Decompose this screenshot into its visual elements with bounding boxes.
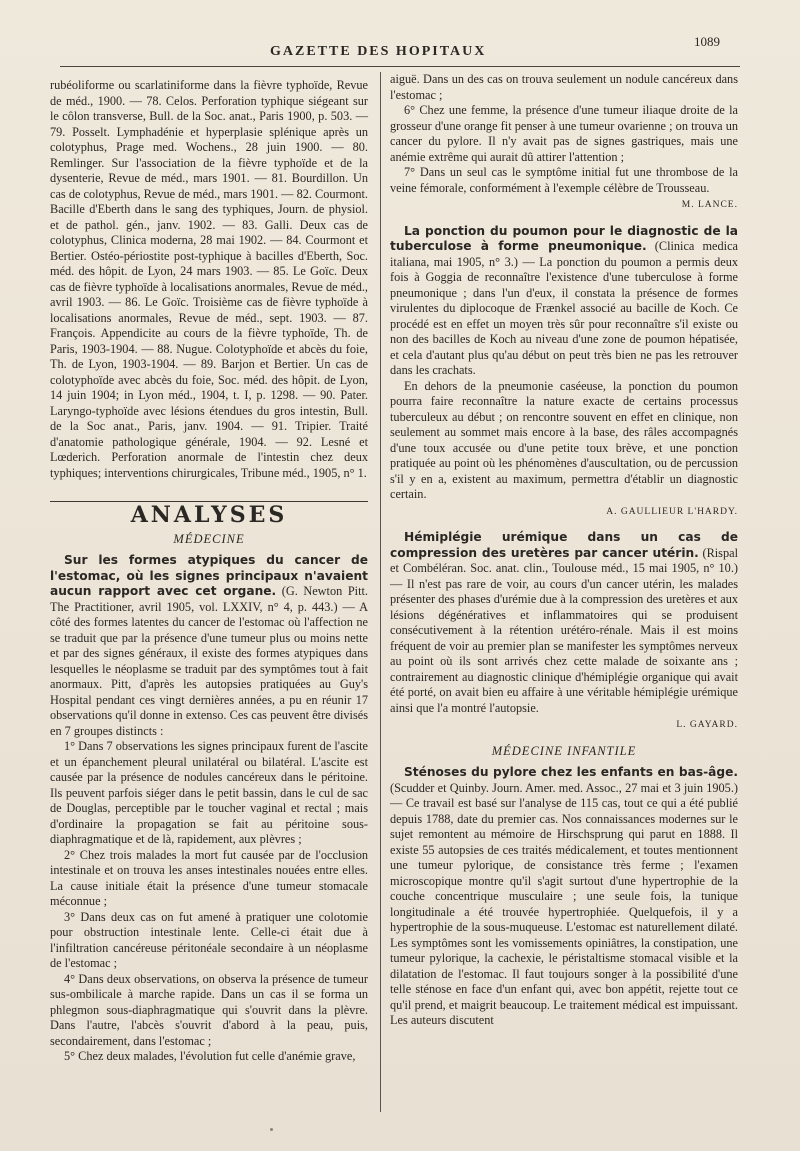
column-divider (380, 72, 381, 1112)
section-medecine-infantile: MÉDECINE INFANTILE (491, 743, 637, 758)
list-item: 1° Dans 7 observations les signes principaux furent de l'ascite et un épanchement pleural unilatéral ou bilatéral. L'ascite est causée par la présence de nodules cancéreux dans le péritoine. Ils peuvent parfois siéger dans le petit bassin, dans le cul de sac de Douglas, perceptible par le toucher vaginal et rectal ; mais d'ordinaire la propagation se fait au péritoine sous-diaphragmatique et de là, rapidement, aux plèvres ; (50, 739, 368, 846)
left-column (50, 78, 368, 1065)
list-item: 3° Dans deux cas on fut amené à pratiquer une colotomie pour obstruction intestinale lente. Celle-ci était due à l'infiltration cancéreuse péritonéale secondaire à un néoplasme de l'estomac ; (50, 909, 368, 970)
article-title: La ponction du poumon pour le diagnostic de la tuberculose à forme pneumonique. (390, 223, 738, 253)
section-medecine: MÉDECINE (173, 531, 245, 546)
running-title: GAZETTE DES HOPITAUX (270, 44, 487, 59)
article-title: Sur les formes atypiques du cancer de l'estomac, où les signes principaux n'avaient aucun rapport avec cet organe. (50, 553, 368, 598)
list-item: 6° Chez une femme, la présence d'une tumeur iliaque droite de la grosseur d'une orange fit penser à une tumeur ovarienne ; on trouva un cancer du pylore. Il n'y avait pas de signes gastriques, mais une anémie extrême qui aurait dû attirer l'attention ; (390, 103, 738, 164)
continued-text: aiguë. Dans un des cas on trouva seulement un nodule cancéreux dans l'estomac ; (390, 72, 738, 102)
print-dot (270, 1128, 273, 1131)
list-item: 4° Dans deux observations, on observa la présence de tumeur sus-ombilicale à marche rapide. Dans un cas il se forma un phlegmon sous-diaphragmatique qui s'ouvrit dans la plèvre. Dans l'autre, l'abcès s'ouvrit d'abord à la peau, puis, secondairement, dans l'estomac ; (50, 971, 368, 1048)
article-stenoses-pylore (390, 765, 738, 1029)
article-paragraph: En dehors de la pneumonie caséeuse, la ponction du poumon pourra faire reconnaître la nature exacte de certains processus tuberculeux au début ; on rencontre souvent en effet en clinique, non seulement au sommet mais encore à la base, des râles accompagnés d'une toux accusée ou d'une petite toux brève, et une ponction pratiquée au point où les phénomènes d'auscultation, ou de percussion s'il y en a, existent au maximum, permettra d'établir un diagnostic certain. (390, 378, 738, 501)
article-title: Sténoses du pylore chez les enfants en bas-âge. (404, 765, 738, 779)
article-body: (G. Newton Pitt. The Practitioner, avril 1905, vol. LXXIV, n° 4, p. 443.) — A côté des formes latentes du cancer de l'estomac où l'affection ne se traduit que par la présence d'une tumeur plus ou moins nette et par des signes généraux, il existe des formes atypiques dans lesquelles le néoplasme se traduit par des symptômes tout à fait anormaux. Pitt, d'après les autopsies pratiquées au Guy's Hospital pendant ces vingt dernières années, a pu en réunir 17 observations qu'il donne in extenso. Ces cas peuvent être divisés en 7 groupes distincts : (50, 584, 368, 738)
bibliography-references: rubéoliforme ou scarlatiniforme dans la fièvre typhoïde, Revue de méd., 1900. — 78. Celos. Perforation typhique siégeant sur le côlon transverse, Bull. de la Soc. anat., Paris 1900, p. 503. — 79. Posselt. Lymphadénie et hyperplasie splénique après un colotyphus, Prage med. Wochens., 28 juin 1900. — 80. Remlinger. Sur l'association de la fièvre typhoïde et de la dysenterie, Revue de méd., mars 1901. — 81. Bourdillon. Un cas de colotyphus, Revue de méd., mars 1901. — 82. Courmont. Bacille d'Eberth dans le sang des typhiques, Journ. de physiol. et de pathol. gén., janv. 1902. — 83. Galli. Deux cas de colotyphus, Clinica moderna, 28 mai 1902. — 84. Courmont et Bertier. Ostéo-périostite post-typhique à bacilles d'Eberth, Soc. méd. des hôpit. de Lyon, 24 mars 1903. — 85. Le Goïc. Deux cas de fièvre typhoïde à localisations anormales, Revue de méd., avril 1903. — 86. Le Goïc. Troisième cas de fièvre typhoïde à localisations anormales, Revue de méd., sept. 1903. — 87. François. Appendicite au cours de la fièvre typhoïde, Th. de Paris, 1903-1904. — 88. Nugue. Colotyphoïde et abcès du foie, Th. de Lyon, 1903-1904. — 89. Barjon et Bertier. Un cas de colotyphoïde avec abcès du foie, Soc. méd. des hôpit. de Lyon, 14 juin 1904; in Lyon méd., 1904, t. I, p. 1298. — 90. Pater. Laryngo-typhoïde avec lésions étendues du gros intestin, Bull. de la Soc anat., Paris, janv. 1904. — 91. Tripier. Traité d'anatomie pathologique générale, 1904. — 92. Lesné et Lœderich. Perforation anormale de l'intestin chez deux typhiques; interventions chirurgicales, Tribune méd., 1905, n° 1. (50, 78, 368, 480)
article-body: (Scudder et Quinby. Journ. Amer. med. Assoc., 27 mai et 3 juin 1905.) — Ce travail est basé sur l'analyse de 115 cas, tout ce qui a été publié depuis 1788, date du premier cas. Nos connaissances modernes sur le sujet remontent au mémoire de Hirschsprung qui parut en 1888. Il existe 55 autopsies de ces traités médicalement, et toutes mentionnent une tumeur pylorique, de consistance très ferme ; l'examen microscopique montre qu'il s'agit surtout d'une hypertrophie de la couche concentrique musculaire ; une seule fois, la tunique longitudinale a été trouvée hypertrophiée. Quelquefois, il y a hypertrophie de la sous-muqueuse. L'estomac est naturellement dilaté. Les symptômes sont les vomissements opiniâtres, la constipation, une tumeur pylorique, la cachexie, le péristaltisme stomacal visible et la dilatation de l'estomac. Il faut toujours songer à la possibilité d'une telle sténose en face d'un enfant qui, avec bon appétit, rejette tout ce qu'il prend, et maigrit beaucoup. Le traitement médical est impuissant. Les auteurs discutent (390, 780, 738, 1027)
article-ponction-poumon (390, 224, 738, 379)
list-item: 5° Chez deux malades, l'évolution fut celle d'anémie grave, (64, 1049, 356, 1063)
analyses-heading: ANALYSES (130, 502, 288, 528)
list-item: 7° Dans un seul cas le symptôme initial fut une thrombose de la veine fémorale, conformément à l'exemple célèbre de Trousseau. (390, 165, 738, 195)
article-body: (Clinica medica italiana, mai 1905, n° 3.) — La ponction du poumon a permis deux fois à Goggia de reconnaître l'existence d'une tuberculose à forme pneumonique ; dans l'un d'eux, il constata la présence de formes virulentes du diplocoque de Frænkel associé au bacille de Koch. Ce procédé est en effet un moyen très sûr pour reconnaître s'il existe ou non des bacilles de Koch au niveau d'une zone de poumon hépatisée, et cela d'autant plus qu'au début on peut très bien ne pas les retrouver dans les crachats. (390, 239, 738, 377)
article-title: Hémiplégie urémique dans un cas de compression des uretères par cancer utérin. (390, 530, 738, 560)
author-signature: L. GAYARD. (676, 720, 738, 730)
author-signature: M. LANCE. (681, 200, 738, 210)
list-item: 2° Chez trois malades la mort fut causée par de l'occlusion intestinale et on trouva les anses intestinales nouées entre elles. La cause initiale était la présence d'une tumeur stomacale méconnue ; (50, 847, 368, 908)
article-hemiplegie (390, 530, 738, 716)
header-rule (60, 66, 740, 67)
right-column (390, 72, 738, 1029)
author-signature: A. GAULLIEUR L'HARDY. (606, 506, 738, 517)
article-cancer-estomac (50, 553, 368, 739)
article-body: (Rispal et Combéléran. Soc. anat. clin., Toulouse méd., 15 mai 1905, n° 10.) — Il n'est pas rare de voir, au cours d'un cancer utérin, les malades présenter des phases d'urémie due à la compression des uretères et aux lésions dégénératives et inflammatoires qui se produisent consécutivement à la rétention urétéro-rénale. Mais il est moins fréquent de voir au premier plan se manifester les symptômes nerveux au point où ils sont arrivés chez cette malade de soixante ans ; contrairement au diagnostic clinique d'hémiplégie organique qui avait été porté, on avait bien eu affaire à une véritable hémiplégie urémique ainsi que l'a montré l'autopsie. (390, 545, 738, 715)
page-number: 1089 (694, 34, 720, 49)
